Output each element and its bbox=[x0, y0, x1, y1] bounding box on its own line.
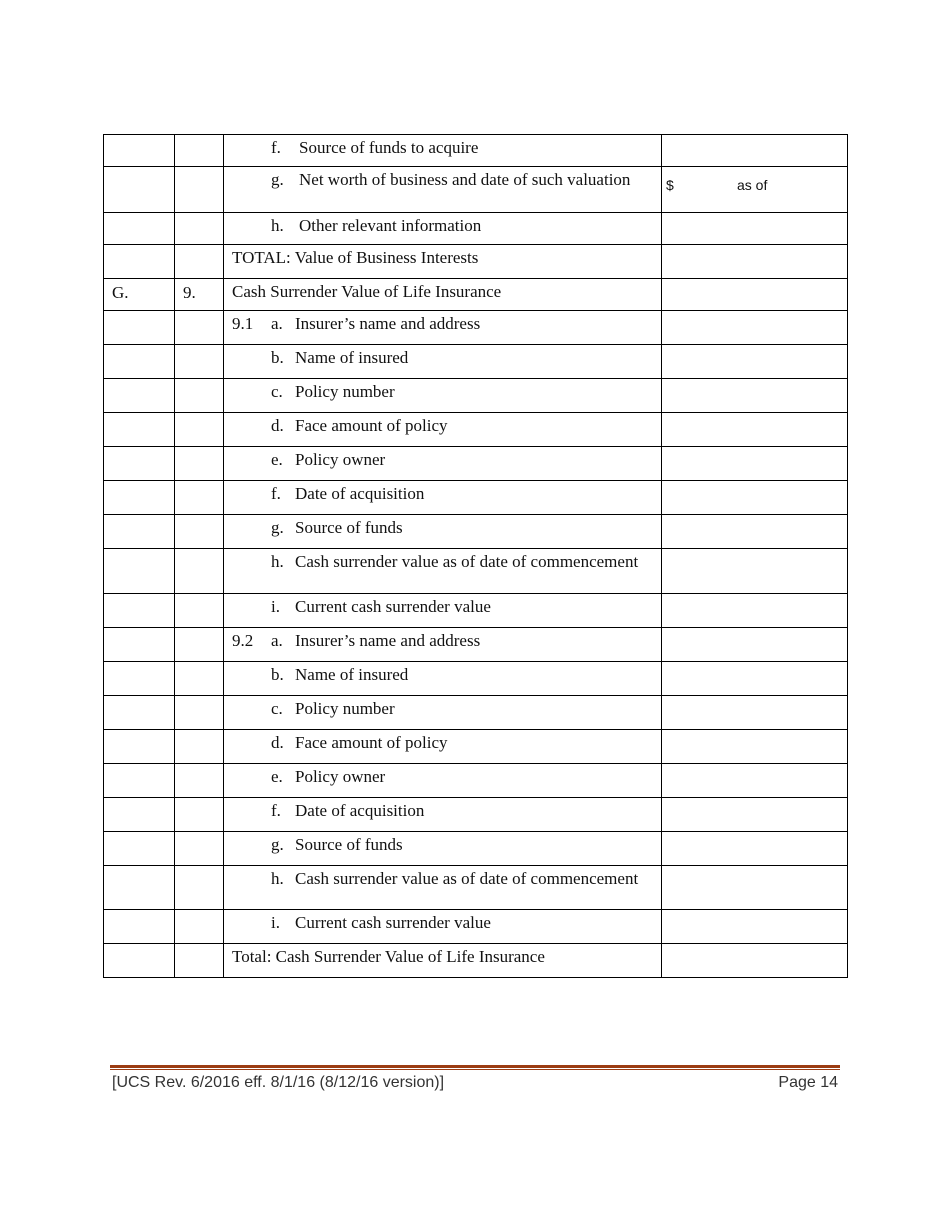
item-label: Current cash surrender value bbox=[295, 913, 491, 932]
subsection-number: 9.2 bbox=[232, 631, 254, 650]
number-cell bbox=[175, 549, 224, 594]
description-cell bbox=[224, 135, 662, 167]
value-field[interactable] bbox=[662, 481, 848, 515]
table-row bbox=[104, 910, 848, 944]
item-letter: f. bbox=[271, 484, 281, 503]
group-cell bbox=[104, 549, 175, 594]
description-cell bbox=[224, 944, 662, 978]
item-label: Face amount of policy bbox=[295, 416, 448, 435]
item-label: Date of acquisition bbox=[295, 801, 425, 820]
table-row bbox=[104, 662, 848, 696]
group-cell bbox=[104, 910, 175, 944]
value-field[interactable] bbox=[662, 730, 848, 764]
item-label: Net worth of business and date of such valuation bbox=[299, 170, 631, 189]
description-cell bbox=[224, 910, 662, 944]
group-cell bbox=[104, 832, 175, 866]
description-cell bbox=[224, 213, 662, 245]
number-cell bbox=[175, 910, 224, 944]
item-label: Insurer’s name and address bbox=[295, 631, 481, 650]
footer-rule-thin bbox=[110, 1069, 840, 1070]
number-cell bbox=[175, 311, 224, 345]
total-label: TOTAL: Value of Business Interests bbox=[232, 248, 479, 267]
group-cell bbox=[104, 167, 175, 213]
table-row bbox=[104, 730, 848, 764]
group-cell bbox=[104, 730, 175, 764]
group-cell bbox=[104, 662, 175, 696]
item-label: Source of funds bbox=[295, 518, 403, 537]
as-of-label: as of bbox=[737, 177, 768, 193]
description-cell bbox=[224, 832, 662, 866]
value-field[interactable] bbox=[662, 379, 848, 413]
value-field[interactable] bbox=[662, 662, 848, 696]
value-field[interactable] bbox=[662, 764, 848, 798]
table-row bbox=[104, 135, 848, 167]
table-row bbox=[104, 413, 848, 447]
dollar-sign: $ bbox=[666, 177, 674, 193]
number-cell bbox=[175, 628, 224, 662]
item-letter: g. bbox=[271, 170, 284, 189]
item-letter: h. bbox=[271, 552, 284, 571]
item-letter: c. bbox=[271, 382, 283, 401]
item-label: Policy number bbox=[295, 382, 395, 401]
item-label: Policy number bbox=[295, 699, 395, 718]
description-cell bbox=[224, 730, 662, 764]
table-row bbox=[104, 549, 848, 594]
item-letter: b. bbox=[271, 348, 284, 367]
value-field[interactable] bbox=[662, 628, 848, 662]
item-letter: f. bbox=[271, 801, 281, 820]
value-field[interactable] bbox=[662, 549, 848, 594]
subsection-number: 9.1 bbox=[232, 314, 254, 333]
number-cell bbox=[175, 594, 224, 628]
number-cell bbox=[175, 515, 224, 549]
item-label: Other relevant information bbox=[299, 216, 482, 235]
table-row bbox=[104, 245, 848, 279]
number-cell bbox=[175, 866, 224, 910]
group-cell bbox=[104, 798, 175, 832]
group-cell bbox=[104, 345, 175, 379]
value-field[interactable] bbox=[662, 279, 848, 311]
item-letter: f. bbox=[271, 138, 281, 157]
group-cell bbox=[104, 594, 175, 628]
value-field[interactable] bbox=[662, 213, 848, 245]
item-letter: g. bbox=[271, 835, 284, 854]
number-cell bbox=[175, 696, 224, 730]
value-field[interactable] bbox=[662, 413, 848, 447]
number-cell bbox=[175, 764, 224, 798]
table-row bbox=[104, 764, 848, 798]
item-letter: h. bbox=[271, 869, 284, 888]
value-field[interactable] bbox=[662, 696, 848, 730]
number-cell: 9. bbox=[175, 279, 224, 311]
group-cell bbox=[104, 447, 175, 481]
description-cell bbox=[224, 279, 662, 311]
description-cell bbox=[224, 245, 662, 279]
value-field[interactable] bbox=[662, 135, 848, 167]
value-field[interactable] bbox=[662, 594, 848, 628]
item-label: Policy owner bbox=[295, 767, 386, 786]
total-label: Total: Cash Surrender Value of Life Insurance bbox=[232, 947, 545, 966]
number-cell bbox=[175, 798, 224, 832]
section-title: Cash Surrender Value of Life Insurance bbox=[232, 282, 502, 301]
value-field[interactable] bbox=[662, 798, 848, 832]
group-cell: G. bbox=[104, 279, 175, 311]
description-cell bbox=[224, 447, 662, 481]
asset-form-table bbox=[103, 134, 848, 978]
table-row bbox=[104, 311, 848, 345]
description-cell bbox=[224, 549, 662, 594]
number-cell bbox=[175, 345, 224, 379]
value-field[interactable] bbox=[662, 910, 848, 944]
table-row bbox=[104, 447, 848, 481]
description-cell bbox=[224, 379, 662, 413]
item-label: Face amount of policy bbox=[295, 733, 448, 752]
group-cell bbox=[104, 413, 175, 447]
table-row bbox=[104, 213, 848, 245]
item-label: Policy owner bbox=[295, 450, 386, 469]
table-row bbox=[104, 167, 848, 213]
description-cell bbox=[224, 413, 662, 447]
item-label: Insurer’s name and address bbox=[295, 314, 481, 333]
number-cell bbox=[175, 730, 224, 764]
description-cell bbox=[224, 662, 662, 696]
group-cell bbox=[104, 944, 175, 978]
description-cell bbox=[224, 798, 662, 832]
description-cell bbox=[224, 628, 662, 662]
number-cell bbox=[175, 481, 224, 515]
number-cell bbox=[175, 167, 224, 213]
item-label: Name of insured bbox=[295, 348, 409, 367]
item-letter: h. bbox=[271, 216, 284, 235]
table-row bbox=[104, 594, 848, 628]
value-field[interactable] bbox=[662, 167, 848, 213]
description-cell bbox=[224, 481, 662, 515]
number-cell bbox=[175, 245, 224, 279]
table-row bbox=[104, 279, 848, 311]
description-cell bbox=[224, 594, 662, 628]
number-cell bbox=[175, 944, 224, 978]
description-cell bbox=[224, 696, 662, 730]
table-row bbox=[104, 345, 848, 379]
table-row bbox=[104, 515, 848, 549]
group-cell bbox=[104, 628, 175, 662]
item-label: Cash surrender value as of date of commencement bbox=[295, 869, 639, 888]
item-label: Name of insured bbox=[295, 665, 409, 684]
item-label: Cash surrender value as of date of commencement bbox=[295, 552, 639, 571]
item-label: Date of acquisition bbox=[295, 484, 425, 503]
group-cell bbox=[104, 379, 175, 413]
item-letter: b. bbox=[271, 665, 284, 684]
item-letter: g. bbox=[271, 518, 284, 537]
number-cell bbox=[175, 447, 224, 481]
revision-note: [UCS Rev. 6/2016 eff. 8/1/16 (8/12/16 version)] bbox=[112, 1074, 445, 1091]
number-cell bbox=[175, 832, 224, 866]
description-cell bbox=[224, 515, 662, 549]
value-field[interactable] bbox=[662, 345, 848, 379]
value-field[interactable] bbox=[662, 832, 848, 866]
table-row bbox=[104, 379, 848, 413]
number-cell bbox=[175, 413, 224, 447]
value-field[interactable] bbox=[662, 944, 848, 978]
page-number: Page 14 bbox=[778, 1074, 838, 1091]
number-cell bbox=[175, 379, 224, 413]
description-cell bbox=[224, 866, 662, 910]
description-cell bbox=[224, 311, 662, 345]
item-letter: a. bbox=[271, 314, 283, 333]
number-cell bbox=[175, 662, 224, 696]
table-row bbox=[104, 866, 848, 910]
table-row bbox=[104, 832, 848, 866]
table-row bbox=[104, 628, 848, 662]
value-field[interactable] bbox=[662, 866, 848, 910]
description-cell bbox=[224, 345, 662, 379]
item-label: Source of funds to acquire bbox=[299, 138, 479, 157]
item-letter: d. bbox=[271, 733, 284, 752]
group-cell bbox=[104, 245, 175, 279]
description-cell bbox=[224, 764, 662, 798]
description-cell bbox=[224, 167, 662, 213]
group-cell bbox=[104, 481, 175, 515]
value-field[interactable] bbox=[662, 311, 848, 345]
table-row bbox=[104, 481, 848, 515]
item-label: Current cash surrender value bbox=[295, 597, 491, 616]
number-cell bbox=[175, 135, 224, 167]
group-cell bbox=[104, 135, 175, 167]
table-row bbox=[104, 944, 848, 978]
group-cell bbox=[104, 696, 175, 730]
item-letter: e. bbox=[271, 450, 283, 469]
value-field[interactable] bbox=[662, 447, 848, 481]
item-letter: i. bbox=[271, 597, 280, 616]
item-label: Source of funds bbox=[295, 835, 403, 854]
value-field[interactable] bbox=[662, 515, 848, 549]
value-field[interactable] bbox=[662, 245, 848, 279]
item-letter: d. bbox=[271, 416, 284, 435]
group-cell bbox=[104, 213, 175, 245]
item-letter: e. bbox=[271, 767, 283, 786]
group-cell bbox=[104, 515, 175, 549]
number-cell bbox=[175, 213, 224, 245]
item-letter: a. bbox=[271, 631, 283, 650]
table-row bbox=[104, 696, 848, 730]
item-letter: i. bbox=[271, 913, 280, 932]
group-cell bbox=[104, 866, 175, 910]
footer-rule bbox=[110, 1065, 840, 1068]
group-cell bbox=[104, 311, 175, 345]
item-letter: c. bbox=[271, 699, 283, 718]
table-row bbox=[104, 798, 848, 832]
group-cell bbox=[104, 764, 175, 798]
